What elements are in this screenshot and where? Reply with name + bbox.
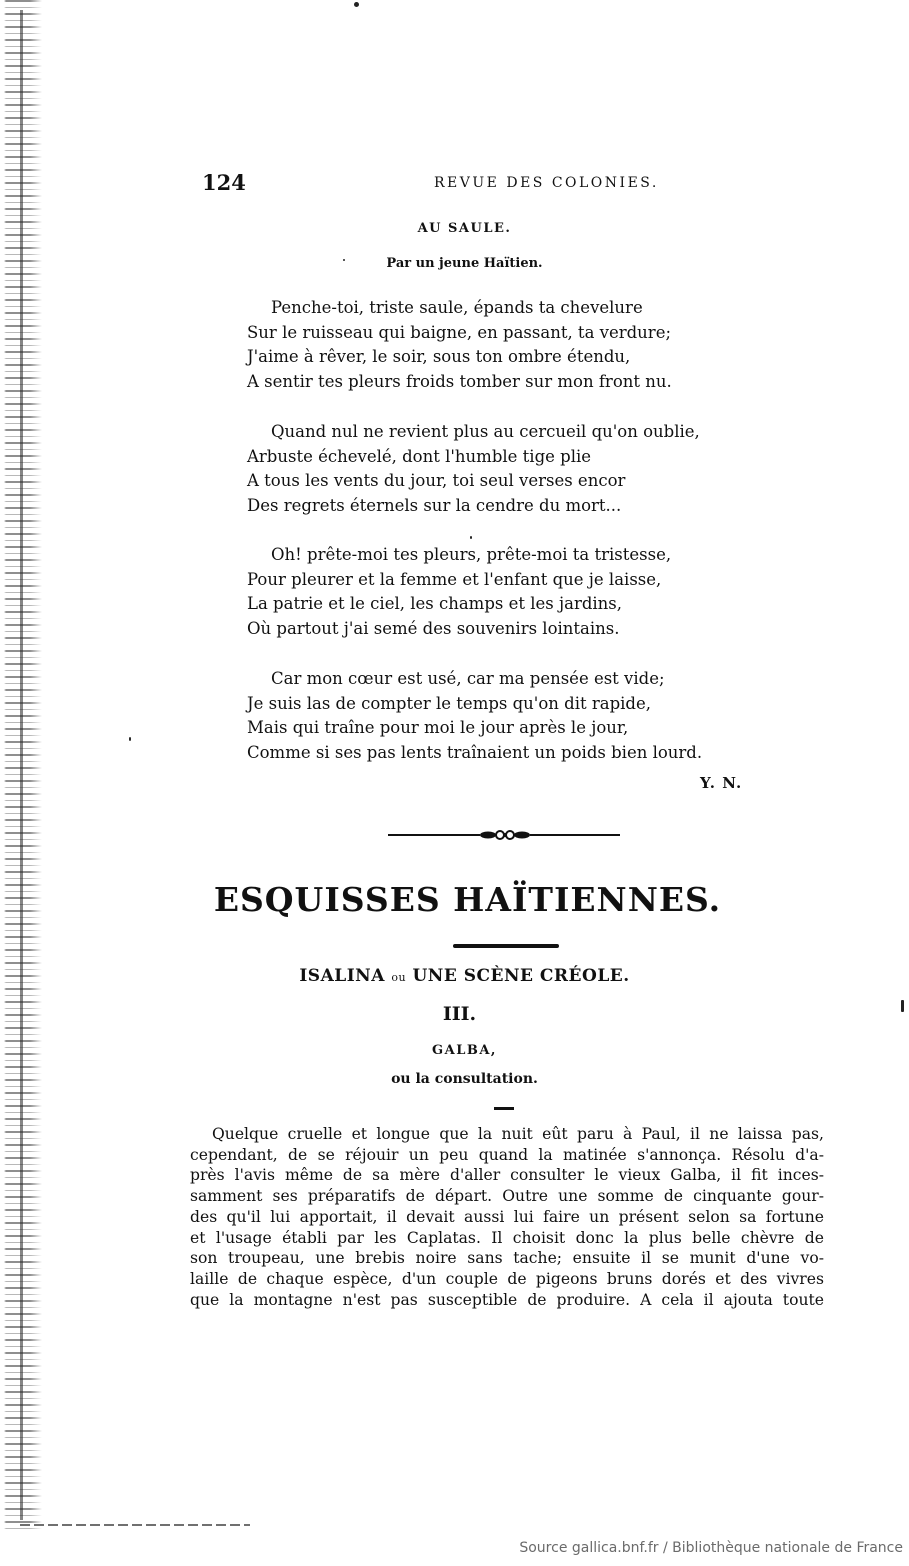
bottom-edge-mark bbox=[20, 1524, 250, 1526]
page-number: 124 bbox=[202, 170, 246, 195]
subtitle-connector: ou bbox=[391, 971, 407, 984]
paragraph-line: que la montagne n'est pas susceptible de produire. A cela il ajouta toute bbox=[190, 1290, 824, 1309]
subtitle-part-1: ISALINA bbox=[299, 966, 385, 986]
poem-line: J'aime à rêver, le soir, sous ton ombre étendu, bbox=[247, 347, 631, 367]
article-paragraph bbox=[190, 1124, 824, 1310]
article-title: ESQUISSES HAÏTIENNES. bbox=[213, 880, 722, 919]
paragraph-line: Quelque cruelle et longue que la nuit eût paru à Paul, il ne laissa pas, bbox=[212, 1125, 824, 1143]
ornament-center-icon bbox=[480, 829, 530, 841]
subtitle-part-2: UNE SCÈNE CRÉOLE. bbox=[412, 966, 630, 986]
chapter-rule bbox=[494, 1107, 514, 1110]
section-ornament bbox=[388, 829, 620, 841]
poem-stanza-1 bbox=[247, 296, 672, 394]
journal-title: REVUE DES COLONIES. bbox=[434, 175, 659, 191]
poem-line: Où partout j'ai semé des souvenirs lointains. bbox=[247, 618, 620, 638]
scan-speck bbox=[354, 2, 359, 7]
paragraph-line: des qu'il lui apportait, il devait aussi lui faire un présent selon sa fortune bbox=[190, 1207, 824, 1226]
chapter-number: III. bbox=[442, 1003, 477, 1025]
chapter-subtitle: ou la consultation. bbox=[391, 1071, 538, 1087]
poem-line: Pour pleurer et la femme et l'enfant que je laisse, bbox=[247, 569, 662, 589]
poem-stanza-2 bbox=[247, 420, 700, 518]
source-credit: Source gallica.bnf.fr / Bibliothèque nationale de France bbox=[519, 1540, 903, 1556]
scan-speck bbox=[901, 1000, 904, 1012]
poem-line: Des regrets éternels sur la cendre du mort... bbox=[247, 495, 622, 515]
scan-speck bbox=[343, 259, 345, 261]
ornament-left-bar bbox=[388, 834, 480, 836]
paragraph-line: et l'usage établi par les Caplatas. Il choisit donc la plus belle chèvre de bbox=[190, 1228, 824, 1247]
poem-line: La patrie et le ciel, les champs et les jardins, bbox=[247, 594, 623, 614]
running-head bbox=[0, 170, 909, 200]
paragraph-line: son troupeau, une brebis noire sans tache; ensuite il se munit d'une vo- bbox=[190, 1249, 824, 1268]
poem-line: Comme si ses pas lents traînaient un poids bien lourd. bbox=[247, 742, 703, 762]
article-subtitle bbox=[0, 966, 909, 986]
binding-edge-line bbox=[20, 10, 23, 1520]
ornament-right-bar bbox=[530, 834, 620, 836]
poem-line: Arbuste échevelé, dont l'humble tige plie bbox=[247, 446, 592, 466]
poem-title: AU SAULE. bbox=[417, 221, 512, 236]
poem-stanza-3 bbox=[247, 543, 671, 641]
poem-stanza-4 bbox=[247, 667, 702, 765]
poem-byline: Par un jeune Haïtien. bbox=[386, 256, 543, 271]
paragraph-line: près l'avis même de sa mère d'aller consulter le vieux Galba, il fit inces- bbox=[190, 1166, 824, 1185]
scan-speck bbox=[129, 737, 131, 741]
scan-speck bbox=[470, 536, 472, 539]
paragraph-line: samment ses préparatifs de départ. Outre une somme de cinquante gour- bbox=[190, 1187, 824, 1206]
poem-signature: Y. N. bbox=[700, 774, 743, 792]
poem-line: Oh! prête-moi tes pleurs, prête-moi ta tristesse, bbox=[271, 545, 672, 564]
poem-line: A tous les vents du jour, toi seul verses encor bbox=[247, 471, 626, 491]
poem-line: Mais qui traîne pour moi le jour après le jour, bbox=[247, 718, 629, 738]
poem-line: A sentir tes pleurs froids tomber sur mon front nu. bbox=[247, 371, 672, 391]
paragraph-line: laille de chaque espèce, d'un couple de pigeons bruns dorés et des vivres bbox=[190, 1269, 824, 1288]
chapter-name: GALBA, bbox=[432, 1043, 497, 1058]
poem-line: Penche-toi, triste saule, épands ta chevelure bbox=[271, 298, 643, 317]
poem-line: Quand nul ne revient plus au cercueil qu'on oublie, bbox=[271, 422, 700, 441]
poem-line: Car mon cœur est usé, car ma pensée est vide; bbox=[271, 669, 665, 688]
poem-line: Sur le ruisseau qui baigne, en passant, ta verdure; bbox=[247, 322, 672, 342]
paragraph-line: cependant, de se réjouir un peu quand la matinée s'annonça. Résolu d'a- bbox=[190, 1145, 824, 1164]
title-rule bbox=[453, 944, 559, 948]
poem-line: Je suis las de compter le temps qu'on dit rapide, bbox=[247, 693, 652, 713]
